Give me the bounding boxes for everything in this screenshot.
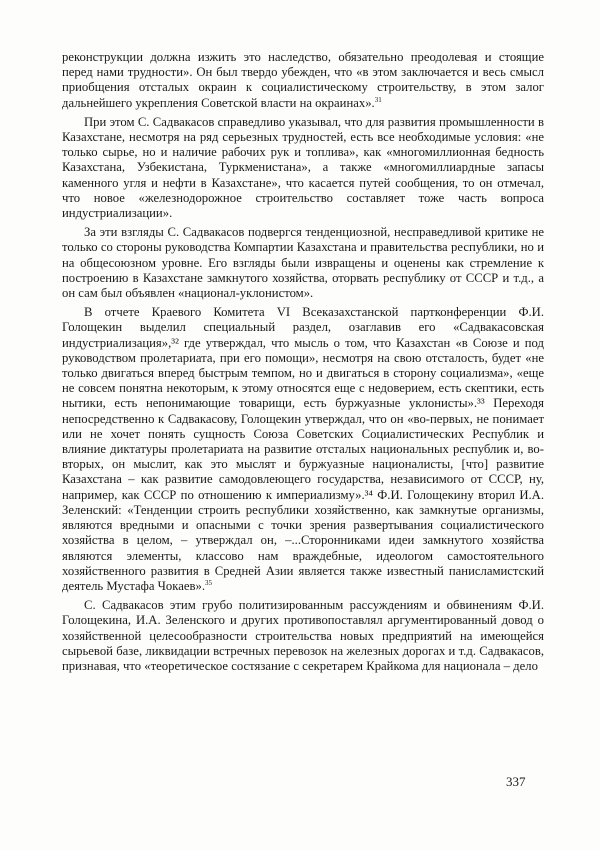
paragraph-1-text: реконструкции должна изжить это наследство, обязательно преодолевая и стоящие перед нами трудности». Он был твердо убежден, что «в этом заключается и весь смысл приобщения отсталых окраин к социалистическому строительству, в этом залог дальнейшего укрепления Советской власти на окраинах». xyxy=(62,50,544,110)
paragraph-4-text: В отчете Краевого Комитета VI Всеказахстанской партконференции Ф.И. Голощекин выделил специальный раздел, озаглавив его «Садвакасовская индустриализация»,³² где утверждал, что мысль о том, что Казахстан «в Союзе и под руководством пролетариата, при его помощи», несмотря на свою отсталость, будет «не только двигаться вперед быстрым темпом, но и двигаться в сторону социализма», «еще не совсем понятна некоторым, к этому относятся еще с недоверием, есть скептики, есть нытики, есть непонимающие товарищи, есть буржуазные уклонисты».³³ Переходя непосредственно к Садвакасову, Голощекин утверждал, что он «во-первых, не понимает или не хочет понять сущность Союза Советских Социалистических Республик и влияние диктатуры пролетариата на развитие отсталых национальных республик и, во-вторых, он мыслит, как это мыслят и буржуазные националисты, [что] развитие Казахстана – как развитие самодовлеющего государства, независимого от СССР, ну, например, как СССР по отношению к империализму».³⁴ Ф.И. Голощекину вторил И.А. Зеленский: «Тенденции строить республики хозяйственно, как замкнутые организмы, являются вредными и опасными с точки зрения развертывания социалистического хозяйства в целом, – утверждал он, –...Сторонниками идеи замкнутого хозяйства являются элементы, классово нам враждебные, идеологом самостоятельного хозяйственного развития в Средней Азии является также известный панисламистский деятель Мустафа Чокаев». xyxy=(62,305,544,593)
paragraph-3-text: За эти взгляды С. Садвакасов подвергся тенденциозной, несправедливой критике не только со стороны руководства Компартии Казахстана и правительства республики, но и на общесоюзном уровне. Его взгляды были извращены и оценены как стремление к построению в Казахстане замкнутого хозяйства, оторвать республику от СССР и т.д., а он сам был объявлен «национал-уклонистом». xyxy=(62,225,544,301)
page-number: 337 xyxy=(506,774,526,789)
paragraph-5 xyxy=(62,598,544,674)
footnote-35: 35 xyxy=(205,578,213,587)
paragraph-5-text: С. Садвакасов этим грубо политизированным рассуждениям и обвинениям Ф.И. Голощекина, И.А. Зеленского и других противопоставлял аргументированный довод о хозяйственной целесообразности строительства новых предприятий на имеющейся сырьевой базе, ликвидации встречных перевозок на железных дорогах и т.д. Садвакасов, признавая, что «теоретическое состязание с секретарем Крайкома для национала – дело xyxy=(62,598,544,673)
page-body xyxy=(62,50,544,678)
paragraph-1 xyxy=(62,50,544,111)
paragraph-2-text: При этом С. Садвакасов справедливо указывал, что для развития промышленности в Казахстане, несмотря на ряд серьезных трудностей, есть все необходимые условия: «не только сырье, но и наличие рабочих рук и топлива», как «многомиллионная бедность Казахстана, Узбекистана, Туркменистана», а также «многомиллиардные запасы каменного угля и нефти в Казахстане», что касается путей сообщения, то он отмечал, что новое «железнодорожное строительство составляет тоже часть вопроса индустриализации». xyxy=(62,114,544,221)
footnote-31: 31 xyxy=(374,95,382,104)
paragraph-4 xyxy=(62,305,544,594)
paragraph-2 xyxy=(62,115,544,221)
paragraph-3 xyxy=(62,225,544,301)
